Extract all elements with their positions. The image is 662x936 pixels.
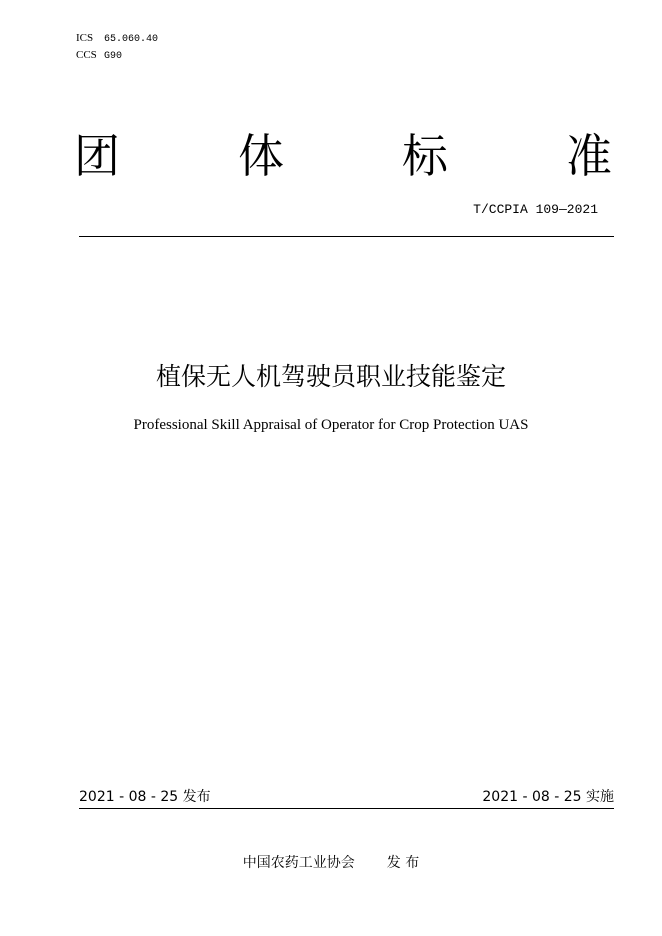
publisher-name: 中国农药工业协会 [242,855,355,871]
heading-char-4: 准 [566,129,612,183]
publisher-line [0,853,662,873]
title-english: Professional Skill Appraisal of Operator for Crop Protection UAS [133,417,529,433]
ics-value: 65.060.40 [104,34,159,45]
title-chinese: 植保无人机驾驶员职业技能鉴定 [155,362,506,391]
ics-label: ICS [76,32,94,44]
ics-classification [76,31,158,47]
document-type-heading [74,128,612,184]
publication-date: 2021 - 08 - 25 发布 [79,789,211,805]
heading-char-1: 团 [74,129,120,183]
implementation-date: 2021 - 08 - 25 实施 [482,789,614,805]
top-divider [79,236,614,237]
ccs-value: G90 [104,51,123,62]
heading-char-2: 体 [238,129,284,183]
heading-char-3: 标 [402,129,448,183]
ccs-label: CCS [76,49,97,61]
standard-number: T/CCPIA 109—2021 [473,202,598,217]
ccs-classification [76,48,122,64]
bottom-divider [79,808,614,809]
publisher-action: 发 布 [386,855,420,871]
